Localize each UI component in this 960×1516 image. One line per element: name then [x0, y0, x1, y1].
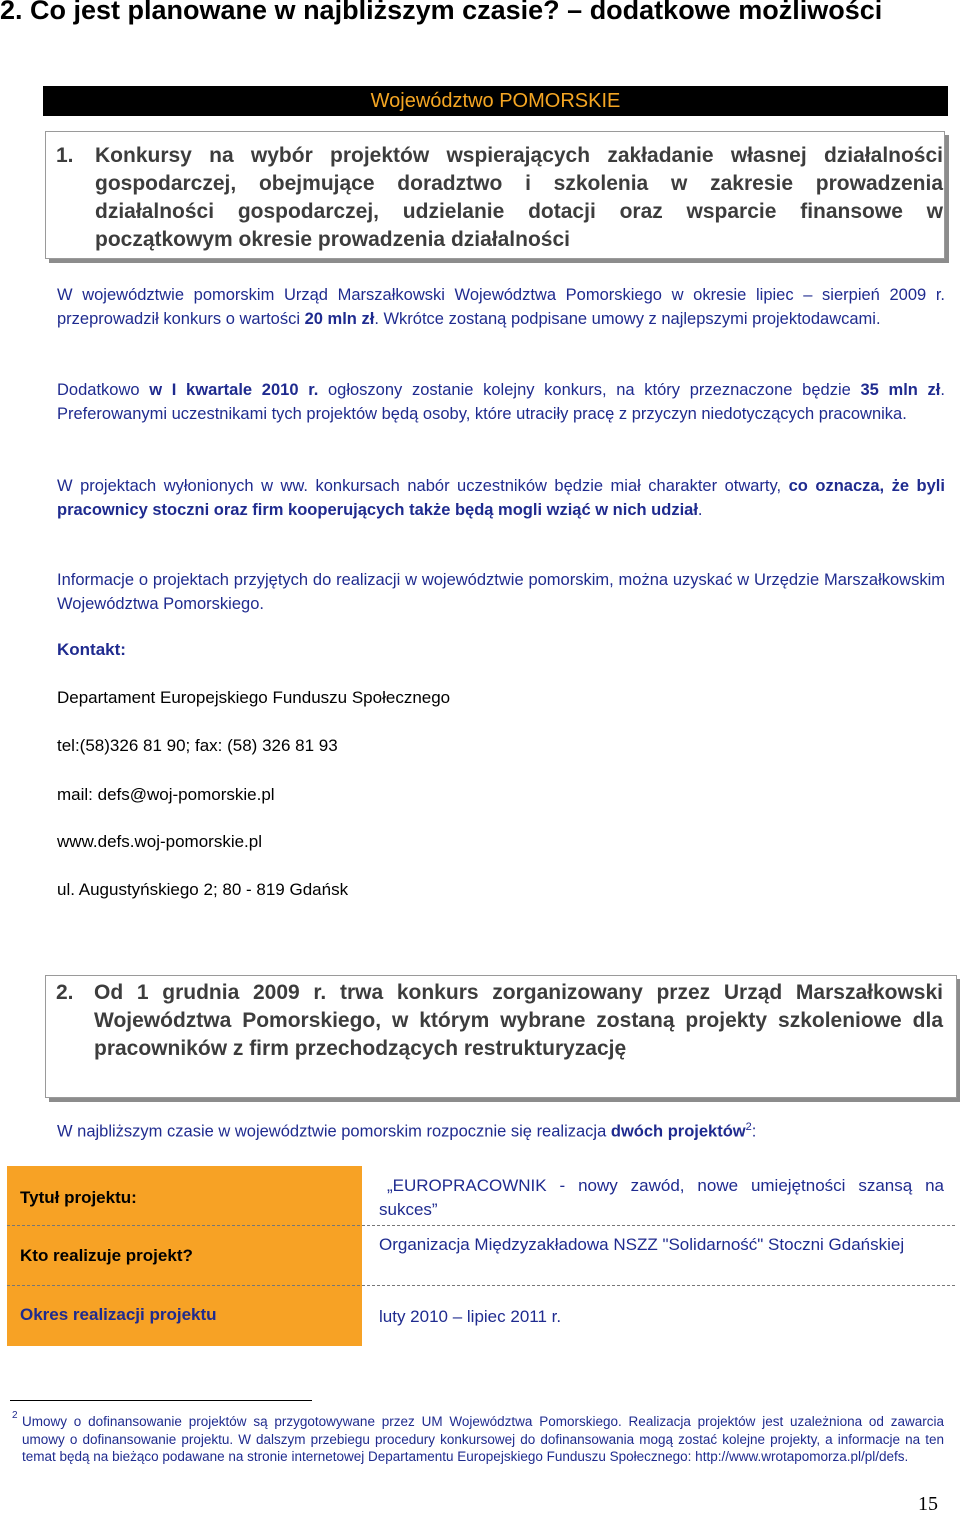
row-divider: [7, 1285, 955, 1286]
page-number: 15: [918, 1493, 938, 1515]
label-project-title: Tytuł projektu:: [20, 1188, 137, 1207]
p3-emphasis: co oznacza, że byli pracownicy stoczni oraz firm kooperujących także będą mogli wziąć w nich udział: [57, 477, 945, 519]
projects-intro: [57, 1121, 756, 1142]
row-divider: [7, 1225, 955, 1226]
paragraph-participants: [57, 474, 945, 522]
p1-text-c: . Wkrótce zostaną podpisane umowy z najlepszymi projektodawcami.: [374, 310, 881, 328]
footnote-text: Umowy o dofinansowanie projektów są przygotowywane przez UM Województwa Pomorskiego. Realizacja projektów jest uzależniona od zawarcia umowy o dofinansowanie projektu. W dalszym przebiegu procedury konkursowej do dofinansowania mogą zostać kolejne projekty, a informacje na ten temat będą na bieżąco podawane na stronie internetowej Departamentu Europejskiego Funduszu Społecznego: http://www.wrotapomorza.pl/pl/defs.: [22, 1414, 944, 1464]
project-table: [7, 1166, 955, 1346]
page-heading: 2. Co jest planowane w najbliższym czasie? – dodatkowe możliwości: [0, 0, 883, 25]
region-banner: Województwo POMORSKIE: [43, 86, 948, 116]
value-project-title: „EUROPRACOWNIK - nowy zawód, nowe umiejętności szansą na sukces”: [379, 1176, 944, 1219]
value-implementer: Organizacja Międzyzakładowa NSZZ "Solidarność" Stoczni Gdańskiej: [379, 1235, 905, 1254]
contact-label: Kontakt:: [57, 640, 126, 659]
contact-department: Departament Europejskiego Funduszu Społecznego: [57, 688, 451, 707]
p2-text-e: . Preferowanymi uczestnikami tych projektów będą osoby, które utraciły pracę z przyczyn niedotyczących pracownika.: [57, 381, 945, 423]
value-period: luty 2010 – lipiec 2011 r.: [379, 1307, 562, 1326]
section2-title: Od 1 grudnia 2009 r. trwa konkurs zorganizowany przez Urząd Marszałkowski Województwa Pomorskiego, w którym wybrane zostaną projekty szkoleniowe dla pracowników z firm przechodzących restrukturyzację: [94, 981, 943, 1060]
section2-box: [45, 975, 957, 1098]
contact-phone: tel:(58)326 81 90; fax: (58) 326 81 93: [57, 736, 338, 755]
section1-number: 1.: [56, 144, 74, 167]
footnote: [12, 1410, 944, 1466]
intro-text-a: W najbliższym czasie w województwie pomorskim rozpocznie się realizacja: [57, 1122, 611, 1141]
p2-text-c: ogłoszony zostanie kolejny konkurs, na który przeznaczone będzie: [318, 381, 861, 399]
contact-email[interactable]: mail: defs@woj-pomorskie.pl: [57, 785, 275, 804]
footnote-ref: 2: [745, 1121, 752, 1133]
section1-title: Konkursy na wybór projektów wspierających zakładanie własnej działalności gospodarczej, obejmujące doradztwo i szkolenia w zakresie prowadzenia działalności gospodarczej, udzielanie dotacji oraz wsparcie finansowe w początkowym okresie prowadzenia działalności: [95, 144, 943, 251]
contact-address: ul. Augustyńskiego 2; 80 - 819 Gdańsk: [57, 880, 349, 899]
label-implementer: Kto realizuje projekt?: [20, 1246, 193, 1265]
p1-amount: 20 mln zł: [304, 310, 375, 328]
section1-box: [45, 131, 945, 259]
footnote-separator: [10, 1400, 312, 1401]
contact-website[interactable]: www.defs.woj-pomorskie.pl: [57, 832, 263, 851]
footnote-number: 2: [12, 1410, 18, 1421]
paragraph-competition: [57, 283, 945, 331]
section2-number: 2.: [56, 981, 74, 1004]
paragraph-information: Informacje o projektach przyjętych do realizacji w województwie pomorskim, można uzyskać w Urzędzie Marszałkowskim Województwa Pomorskiego.: [57, 571, 945, 613]
label-period: Okres realizacji projektu: [20, 1305, 217, 1324]
p2-date: w I kwartale 2010 r.: [149, 381, 319, 399]
p3-text-c: .: [697, 501, 703, 519]
paragraph-additional: [57, 378, 945, 426]
p2-amount: 35 mln zł: [860, 381, 941, 399]
p2-text-a: Dodatkowo: [57, 381, 150, 399]
p1-text-a: W województwie pomorskim Urząd Marszałkowski Województwa Pomorskiego w okresie lipiec – sierpień 2009 r. przeprowadził konkurs o wartości: [57, 286, 945, 328]
intro-text-c: :: [751, 1122, 757, 1141]
p3-text-a: W projektach wyłonionych w ww. konkursach nabór uczestników będzie miał charakter otwarty,: [57, 477, 789, 495]
intro-emphasis: dwóch projektów: [610, 1122, 746, 1141]
